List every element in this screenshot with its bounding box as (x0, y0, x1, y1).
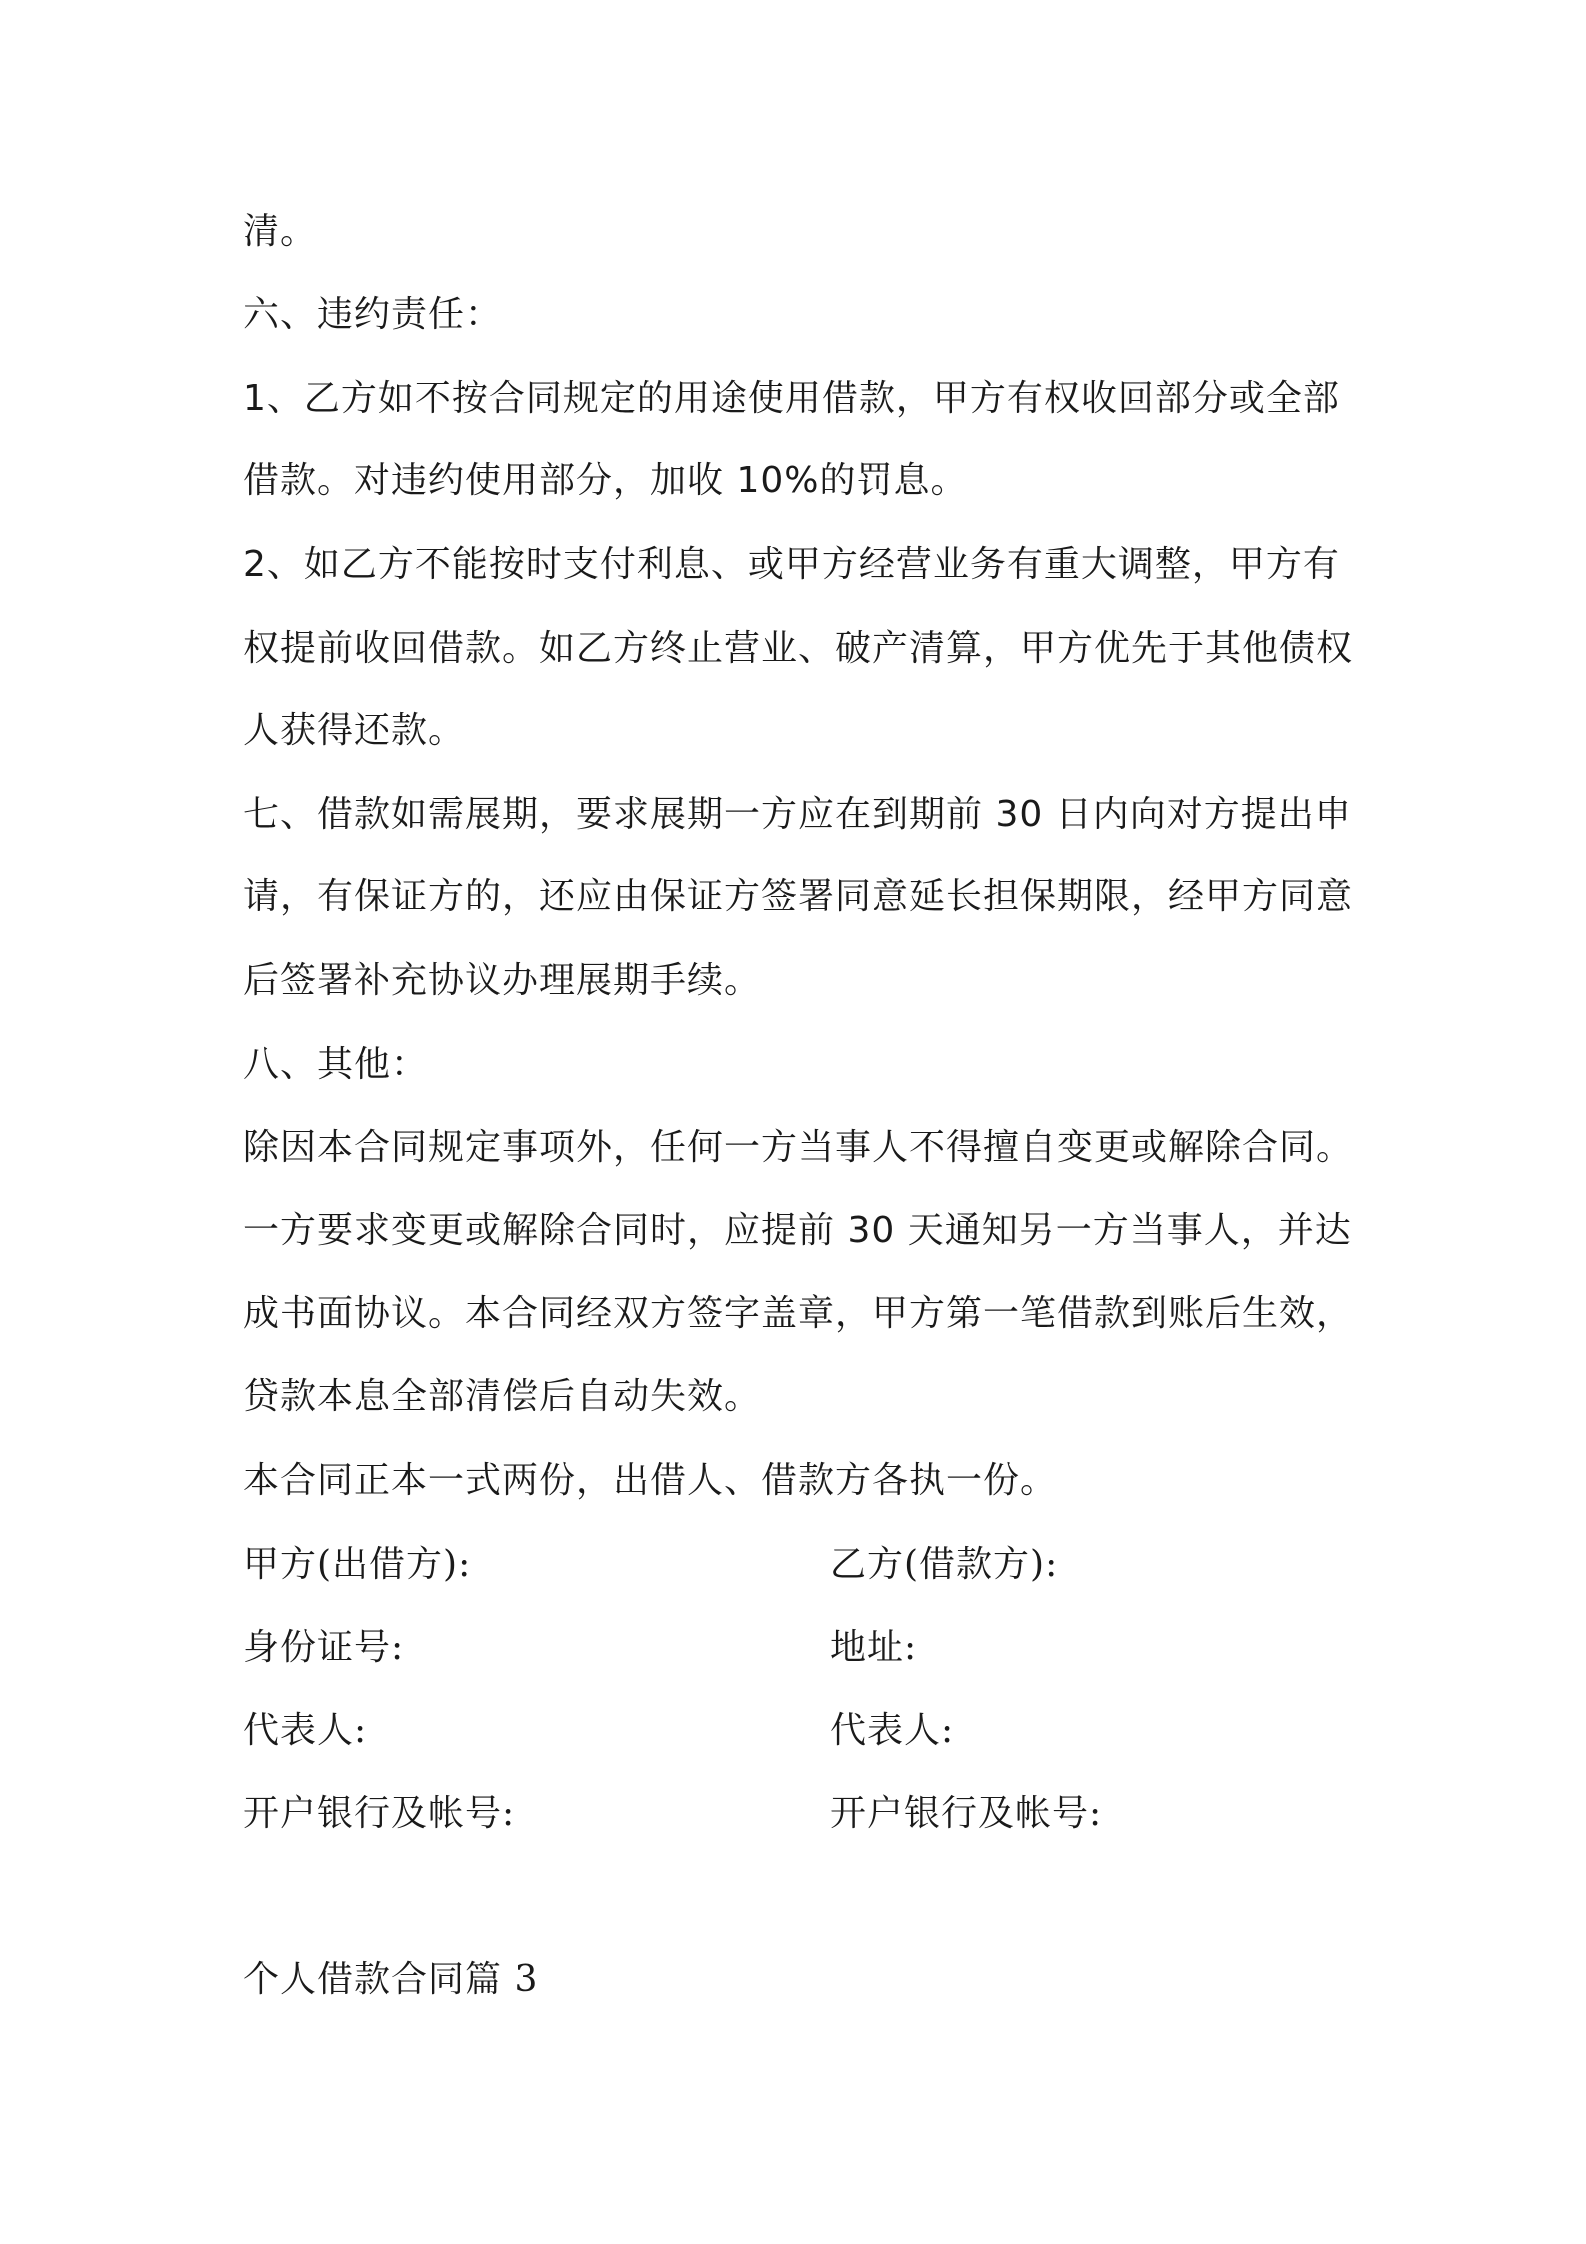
paragraph-line: 权提前收回借款。如乙方终止营业、破产清算，甲方优先于其他债权 (243, 628, 1354, 669)
paragraph-line: 除因本合同规定事项外，任何一方当事人不得擅自变更或解除合同。 (243, 1127, 1354, 1168)
paragraph-line: 后签署补充协议办理展期手续。 (243, 960, 762, 1001)
paragraph-line: 清。 (243, 211, 318, 252)
paragraph-line: 贷款本息全部清偿后自动失效。 (243, 1376, 762, 1417)
party-a-bank-account-label: 开户银行及帐号: (243, 1793, 516, 1834)
party-a-id-number-label: 身份证号: (243, 1627, 405, 1668)
paragraph-line: 借款。对违约使用部分，加收 10%的罚息。 (243, 460, 968, 501)
party-a-label: 甲方(出借方): (243, 1544, 472, 1585)
paragraph-line: 一方要求变更或解除合同时，应提前 30 天通知另一方当事人，并达 (243, 1210, 1352, 1251)
party-b-address-label: 地址: (830, 1627, 918, 1668)
paragraph-line: 1、乙方如不按合同规定的用途使用借款，甲方有权收回部分或全部 (243, 378, 1340, 419)
party-a-representative-label: 代表人: (243, 1710, 368, 1751)
section-heading-extension: 七、借款如需展期，要求展期一方应在到期前 30 日内向对方提出申 (243, 794, 1352, 835)
party-b-label: 乙方(借款方): (830, 1544, 1059, 1585)
section-heading-other: 八、其他： (243, 1044, 429, 1085)
party-b-bank-account-label: 开户银行及帐号: (830, 1793, 1103, 1834)
section-heading-breach: 六、违约责任： (243, 294, 503, 335)
paragraph-line: 人获得还款。 (243, 710, 466, 751)
paragraph-line: 2、如乙方不能按时支付利息、或甲方经营业务有重大调整，甲方有 (243, 544, 1340, 585)
paragraph-line: 本合同正本一式两份，出借人、借款方各执一份。 (243, 1460, 1058, 1501)
paragraph-line: 成书面协议。本合同经双方签字盖章，甲方第一笔借款到账后生效， (243, 1293, 1354, 1334)
next-contract-heading: 个人借款合同篇 3 (243, 1959, 539, 2000)
paragraph-line: 请，有保证方的，还应由保证方签署同意延长担保期限，经甲方同意 (243, 876, 1354, 917)
party-b-representative-label: 代表人: (830, 1710, 955, 1751)
